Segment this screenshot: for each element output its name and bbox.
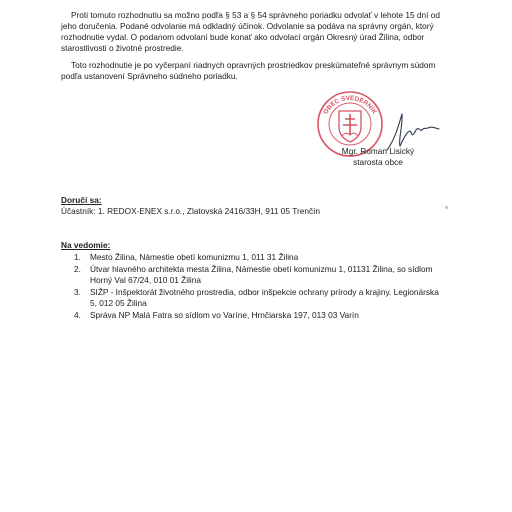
signer-block xyxy=(318,146,438,168)
list-item-text: Horný Val 67/24, 010 01 Žilina xyxy=(90,275,201,285)
list-number: 3. xyxy=(74,287,81,297)
scan-speck xyxy=(445,206,448,209)
list-number: 1. xyxy=(74,252,81,262)
paragraph-line: starostlivosti o životné prostredie. xyxy=(61,43,184,53)
list-item-text: Mesto Žilina, Námestie obetí komunizmu 1, 011 31 Žilina xyxy=(90,252,299,262)
review-paragraph xyxy=(61,60,461,82)
coat-of-arms-icon xyxy=(339,111,361,142)
list-item-text: Správa NP Malá Fatra so sídlom vo Varíne, Hrnčiarska 197, 013 03 Varín xyxy=(90,310,359,320)
signer-title: starosta obce xyxy=(353,157,403,167)
seal-text: OBEC SVEDERNÍK xyxy=(322,94,378,116)
list-item-text: SIŽP - Inšpektorát životného prostredia, odbor inšpekcie ochrany prírody a krajiny. Legionárska xyxy=(90,287,439,297)
list-item xyxy=(61,264,461,286)
list-number: 4. xyxy=(74,310,81,320)
appeal-paragraph xyxy=(61,10,461,54)
list-item-text: Útvar hlavného architekta mesta Žilina, Námestie obetí komunizmu 1, 01131 Žilina, so sídlom xyxy=(90,264,433,274)
paragraph-line: rozhodnutie vydal. O podanom odvolaní bude konať ako odvolací orgán Okresný úrad Žilina, odbor xyxy=(61,32,425,42)
signer-name: Mgr. Roman Lisický xyxy=(341,146,415,156)
paragraph-line: Proti tomuto rozhodnutiu sa možno podľa § 53 a § 54 správneho poriadku odvolať v lehote 15 dní od xyxy=(71,10,440,20)
paragraph-line: podľa ustanovení Správneho súdneho poriadku. xyxy=(61,71,238,81)
list-number: 2. xyxy=(74,264,81,274)
notice-list xyxy=(61,252,461,322)
list-item xyxy=(61,310,461,321)
paragraph-line: jeho doručenia. Podané odvolanie má odkladný účinok. Odvolanie sa podáva na správny orgán, ktorý xyxy=(61,21,434,31)
list-item xyxy=(61,287,461,309)
delivery-recipient: Účastník: 1. REDOX-ENEX s.r.o., Zlatovská 2416/33H, 911 05 Trenčín xyxy=(61,206,321,216)
paragraph-line: Toto rozhodnutie je po vyčerpaní riadnych opravných prostriedkov preskúmateľné správnym súdom xyxy=(71,60,436,70)
list-item-text: 5, 012 05 Žilina xyxy=(90,298,147,308)
delivery-heading: Doručí sa: xyxy=(61,195,102,205)
list-item xyxy=(61,252,461,263)
notice-heading: Na vedomie: xyxy=(61,240,111,250)
